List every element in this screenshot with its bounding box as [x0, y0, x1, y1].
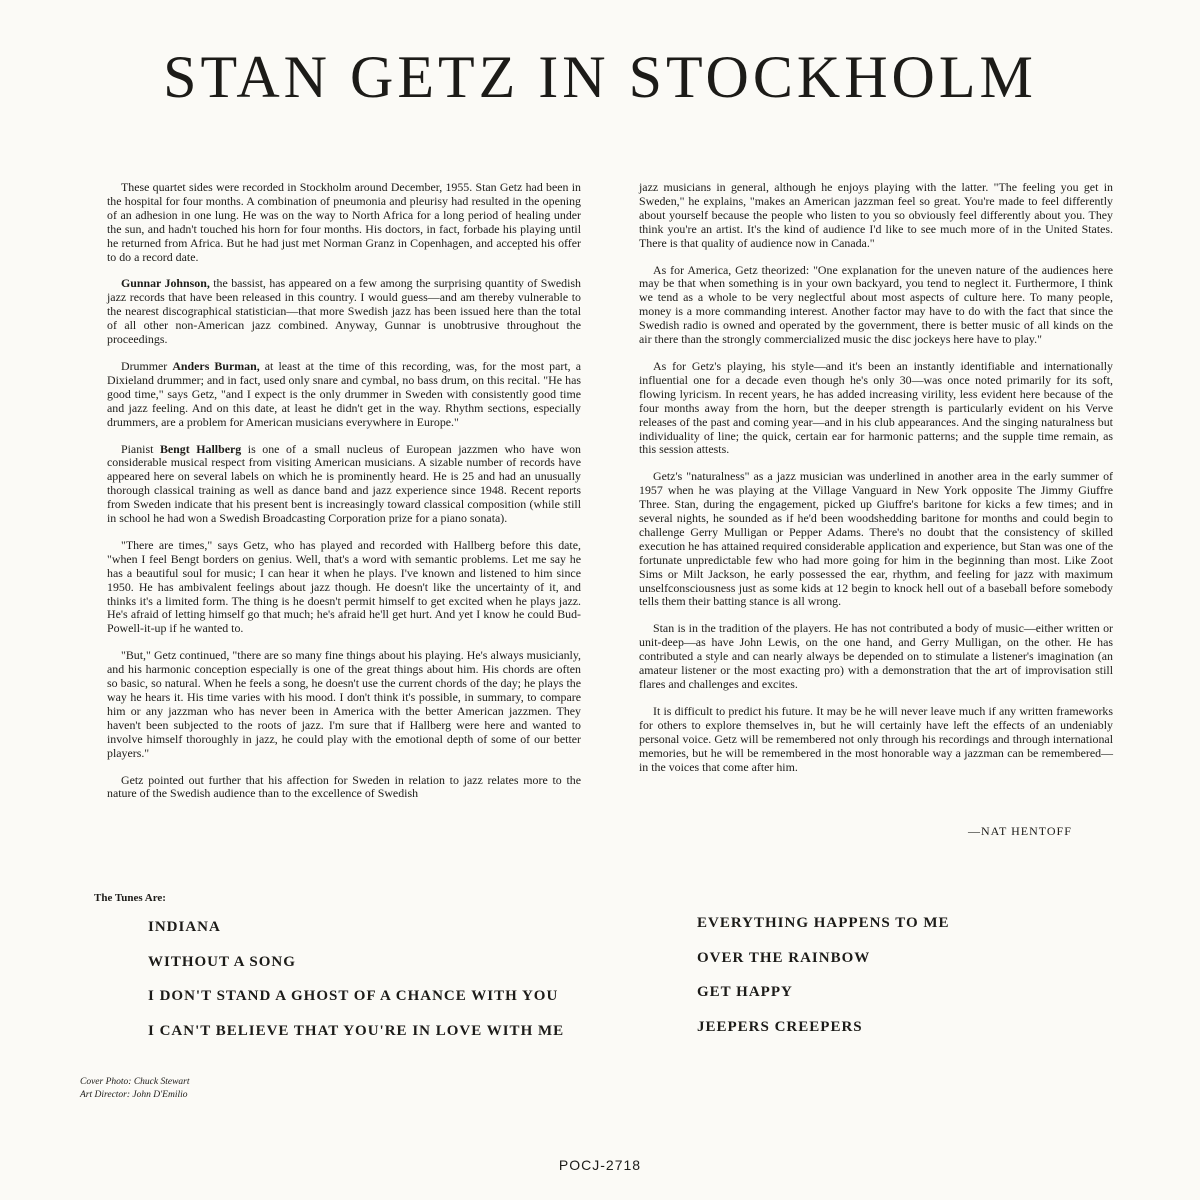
cover-photo-credit: Cover Photo: Chuck Stewart — [80, 1077, 190, 1087]
paragraph: Drummer Anders Burman, at least at the time of this recording, was, for the most part, a Dixieland drummer; and in fact, used only snare and cymbal, no bass drum, on this recital. "He has good time," says Getz, "and I expect is the only drummer in Sweden with consistently good time and jazz feeling. And on this date, at least he didn't get in the way. Rhythm sections, especially drummers, are a problem for American musicians everywhere in Europe." — [107, 358, 581, 429]
tune-title: I DON'T STAND A GHOST OF A CHANCE WITH YOU — [148, 988, 559, 1004]
credits — [80, 1076, 190, 1102]
tune-title: WITHOUT A SONG — [148, 953, 296, 970]
paragraph: jazz musicians in general, although he enjoys playing with the latter. "The feeling you get in Sweden," he explains, "makes an American jazzman feel so great. You're made to feel differently about yourself because the people who listen to you so obviously feel differently about you. They think you're an artist. It's the kind of audience I'd like to see much more of in the United States. There is that quality of audience now in Canada." — [639, 180, 1113, 250]
musician-name: Bengt Hallberg — [159, 441, 242, 456]
tune-title: EVERYTHING HAPPENS TO ME — [697, 915, 950, 931]
tune-title: I CAN'T BELIEVE THAT YOU'RE IN LOVE WITH ME — [148, 1022, 565, 1039]
paragraph: Getz's "naturalness" as a jazz musician was underlined in another area in the early summer of 1957 when he was playing at the Village Vanguard in New York opposite The Jimmy Giuffre Three. Stan, during the engagement, picked up Giuffre's baritone for kicks a few times; and in several nights, he sounded as if he'd been woodshedding baritone for months and could begin to challenge Gerry Mulligan or Pepper Adams. There's no doubt that the consistency of skilled execution he has attained required considerable application and experience, but Stan was one of the fortunate unpredictable few who had more going for him in the beginning than most. Like Zoot Sims or Milt Jackson, he early possessed the ear, rhythm, and feeling for jazz with maximum unselfconsciousness just as some kids at 12 begin to knock hell out of a baseball before somebody tells them their batting stance is all wrong. — [639, 469, 1113, 609]
tunes-heading: The Tunes Are: — [94, 892, 166, 904]
paragraph: It is difficult to predict his future. It may be he will never leave much if any written frameworks for others to explore themselves in, but he will certainly have left the effects of an undeniably personal voice. Getz will be remembered not only through his recordings and through international memories, but he will be remembered in the most honorable way a jazzman can be remembered—in the voices that come after him. — [639, 703, 1113, 774]
tune-title: OVER THE RAINBOW — [697, 949, 871, 966]
paragraph: These quartet sides were recorded in Stockholm around December, 1955. Stan Getz had been in the hospital for four months. A combination of pneumonia and pleurisy had resulted in the opening of an adhesion in one lung. He was on the way to North Africa for a long period of healing under the sun, and hadn't touched his horn for four months. His doctors, in fact, forbade his playing until he returned from Africa. But he had just met Norman Granz in Copenhagen, and accepted his offer to do a record date. — [107, 180, 581, 264]
tune-title: GET HAPPY — [697, 984, 793, 1000]
page-title: STAN GETZ IN STOCKHOLM — [163, 44, 1037, 110]
catalog-number: POCJ-2718 — [558, 1157, 642, 1173]
art-director-credit: Art Director: John D'Emilio — [80, 1090, 188, 1100]
paragraph: Getz pointed out further that his affection for Sweden in relation to jazz relates more to the nature of the Swedish audience than to the excellence of Swedish — [107, 772, 581, 801]
paragraph: Stan is in the tradition of the players. He has not contributed a body of music—either written or unit-deep—as have John Lewis, on the one hand, and Gerry Mulligan, on the other. He has contributed a style and can nearly always be depended on to stimulate a listener's imagination (an amateur listener or the most exacting pro) with a demonstration that the art of improvisation still flares and challenges and excites. — [639, 621, 1113, 691]
musician-name: Anders Burman, — [172, 358, 260, 373]
musician-name: Gunnar Johnson, — [121, 276, 210, 291]
liner-notes-right-column — [639, 181, 1113, 787]
tune-list-left — [148, 918, 564, 1056]
paragraph: "There are times," says Getz, who has played and recorded with Hallberg before this date, "when I feel Bengt borders on genius. Well, that's a word with semantic problems. Let me say he has a beautiful soul for music; I can hear it when he plays. I've known and listened to him since 1950. He has ambivalent feelings about jazz though. He doesn't like the uncertainty of it, and thinks it's a limited form. The thing is he doesn't permit himself to get excited when he plays jazz. He's afraid of letting himself go that much; he's afraid he'll get hurt. And yet I know he could Bud-Powell-it-up if he wanted to. — [107, 537, 581, 636]
paragraph: Pianist Bengt Hallberg is one of a small nucleus of European jazzmen who have won considerable musical respect from visiting American musicians. A sizable number of records have appeared here on several labels on which he is prominently heard. He is 25 and had an unusually thorough classical training as well as dance band and jazz experience since 1948. Recent reports from Sweden indicate that his present bent is increasingly toward classical composition (while still in school he had won a Swedish Broadcasting Corporation prize for a piano sonata). — [107, 441, 581, 526]
tune-title: INDIANA — [148, 919, 221, 935]
tune-title: JEEPERS CREEPERS — [697, 1018, 863, 1035]
author-signature: —NAT HENTOFF — [968, 824, 1072, 838]
paragraph: As for Getz's playing, his style—and it's been an instantly identifiable and internationally influential one for a decade even though he's only 30—was once noted primarily for its soft, flowing lyricism. In recent years, he has added increasing virility, less evident here because of the four months away from the horn, but the deeper strength is particularly evident on his Verve releases of the past and coming year—and in his club appearances. And the singing naturalness but individuality of line; the quick, certain ear for harmonic patterns; and the supple time remain, as this session attests. — [639, 358, 1113, 457]
tune-list-right — [697, 914, 950, 1052]
paragraph: Gunnar Johnson, the bassist, has appeared on a few among the surprising quantity of Swedish jazz records that have been released in this country. I would guess—and am thereby vulnerable to the nearest discographical statistician—that more Swedish jazz has been issued here than the total of all other non-American jazz combined. Anyway, Gunnar is unobtrusive throughout the proceedings. — [107, 276, 582, 347]
liner-notes-left-column — [107, 181, 581, 814]
paragraph: As for America, Getz theorized: "One explanation for the uneven nature of the audiences here may be that when something is in your own backyard, you tend to neglect it. Furthermore, I think we tend as a whole to be very neglectful about most aspects of culture here. To many people, money is a more commanding interest. Another factor may have to do with the fact that since the Swedish radio is owned and operated by the government, there is better music of all kinds on the air there than the strongly commercialized music the disc jockeys here have to play." — [639, 262, 1113, 347]
paragraph: "But," Getz continued, "there are so many fine things about his playing. He's always musicianly, and his harmonic conception especially is one of the great things about him. His chords are often so basic, so natural. When he feels a song, he doesn't use the current chords of the day; he plays the way he hears it. His time varies with his mood. I don't think it's possible, in summary, to compare him or any jazzman who has never been in America with the better American jazzmen. They haven't been subjected to the roots of jazz. I'm sure that if Hallberg were here and wanted to involve himself thoroughly in jazz, he could play with the emotional depth of some of our better players." — [107, 648, 581, 760]
